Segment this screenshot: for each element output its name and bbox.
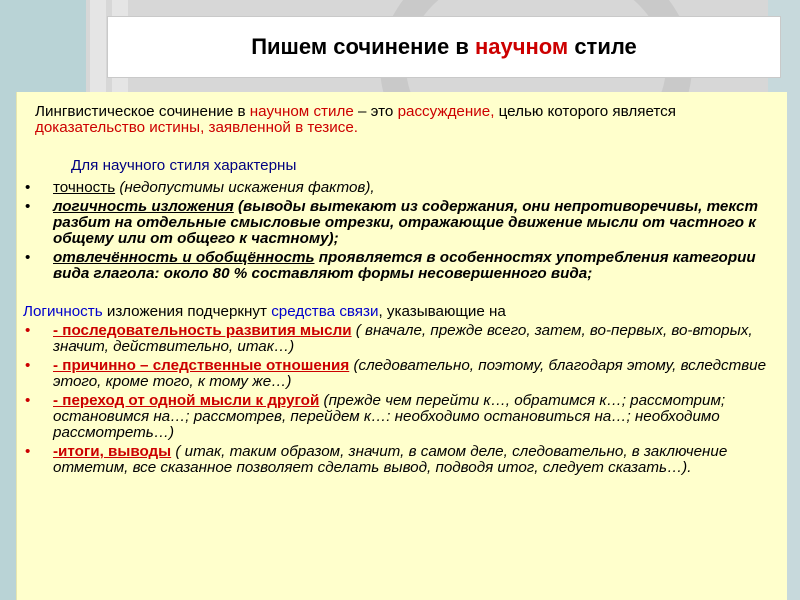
bullet-icon: •	[25, 357, 31, 374]
list-item	[23, 250, 777, 282]
content-panel	[16, 92, 787, 600]
title-text: Пишем сочинение в	[251, 34, 475, 59]
connector-desc: ( итак, таким образом, значит, в самом деле, следовательно, в заключение отметим, все сказанное позволяет сделать вывод, подводя итог, следует сказать…).	[53, 443, 728, 476]
feature-desc: проявляется в особенностях употребления категории вида глагола: около 80 % составляют формы несовершенного вида;	[53, 249, 756, 282]
connector-term: - причинно – следственные отношения	[53, 357, 350, 374]
intro-paragraph	[23, 104, 777, 136]
bullet-icon: •	[25, 392, 31, 409]
intro-text: – это	[353, 103, 398, 120]
intro-text: целью которого является	[494, 103, 676, 120]
list-item	[23, 444, 777, 476]
intro-text: Лингвистическое сочинение в	[35, 103, 250, 120]
feature-term: логичность изложения	[53, 198, 234, 215]
features-list	[23, 180, 777, 282]
logic-highlight: Логичность	[23, 303, 103, 320]
bullet-icon: •	[25, 443, 31, 460]
list-item	[23, 180, 777, 196]
bullet-icon: •	[25, 322, 31, 339]
bullet-icon: •	[25, 198, 31, 215]
intro-highlight: рассуждение,	[397, 103, 495, 120]
connectors-list	[23, 323, 777, 476]
list-item	[23, 323, 777, 355]
connector-desc: ( вначале, прежде всего, затем, во-первых, во-вторых, значит, действительно, итак…)	[53, 322, 753, 355]
title-box	[107, 16, 781, 78]
logic-text: изложения подчеркнут	[102, 303, 272, 320]
connector-term: - переход от одной мысли к другой	[53, 392, 320, 409]
title-accent: научном	[474, 34, 569, 59]
page-title	[251, 34, 637, 60]
connector-desc: (прежде чем перейти к…, обратимся к…; рассмотрим; остановимся на…; рассмотрев, перейдем к…: необходимо остановиться на…; необходимо рассмотреть…)	[53, 392, 726, 441]
feature-term: отвлечённость и обобщённость	[53, 249, 315, 266]
bullet-icon: •	[25, 249, 31, 266]
title-text: стиле	[568, 34, 637, 59]
logic-text: , указывающие на	[378, 303, 506, 320]
logic-highlight: средства связи	[271, 303, 379, 320]
list-item	[23, 199, 777, 247]
connector-desc: (следовательно, поэтому, благодаря этому, вследствие этого, кроме того, к тому же…)	[53, 357, 767, 390]
intro-highlight: доказательство истины, заявленной в тезисе.	[35, 119, 358, 136]
logic-paragraph	[23, 304, 777, 320]
intro-highlight: научном стиле	[249, 103, 354, 120]
list-item	[23, 358, 777, 390]
feature-term: точность	[53, 179, 116, 196]
feature-desc: (недопустимы искажения фактов),	[115, 179, 375, 196]
connector-term: -итоги, выводы	[53, 443, 172, 460]
feature-desc: (выводы вытекают из содержания, они непротиворечивы, текст разбит на отдельные смысловые отрезки, отражающие движение мысли от частного к общему или от общего к частному);	[53, 198, 758, 247]
features-heading: Для научного стиля характерны	[71, 157, 297, 174]
connector-term: - последовательность развития мысли	[53, 322, 352, 339]
list-item	[23, 393, 777, 441]
bullet-icon: •	[25, 179, 31, 196]
